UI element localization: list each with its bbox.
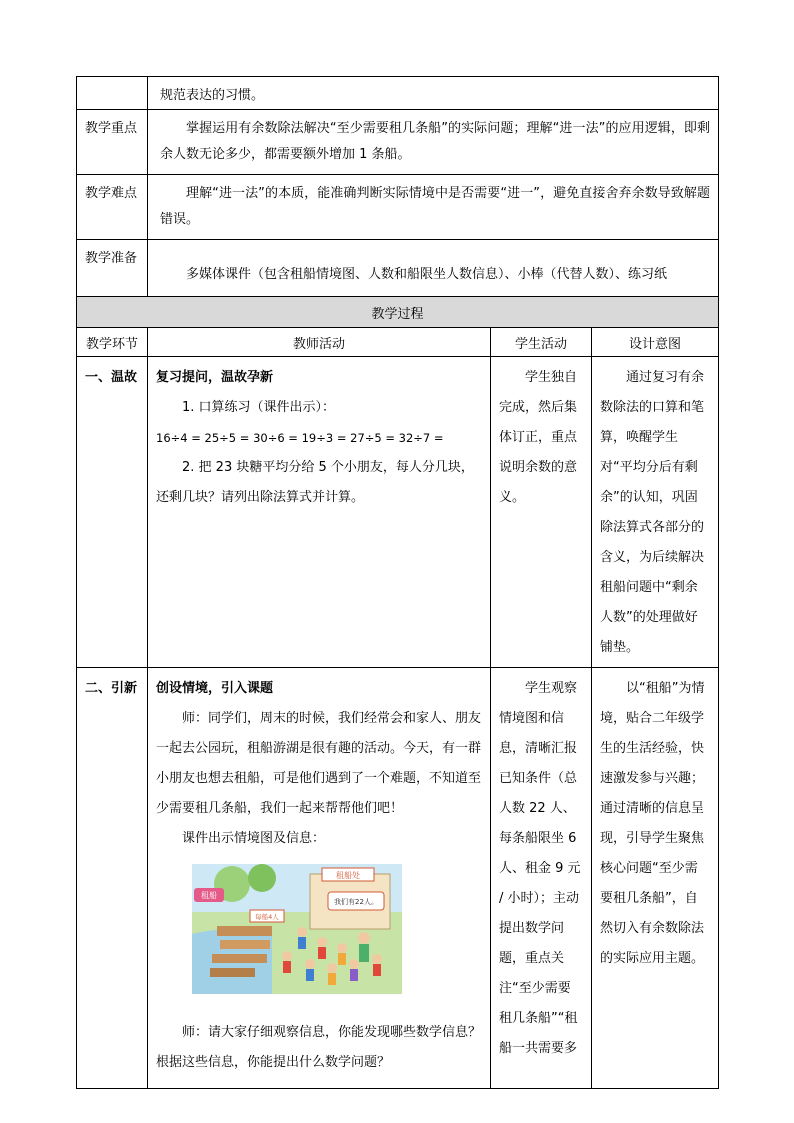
- lesson-plan-document: [76, 76, 718, 1089]
- continuation-text: 规范表达的习惯。: [148, 77, 719, 110]
- row-key-points: [77, 110, 719, 175]
- teacher-heading: 创设情境，引入课题: [156, 681, 274, 696]
- student-activity-introduce: 学生观察情境图和信息，清晰汇报已知条件（总人数 22 人、每条船限坐 6 人、租金 9 元 / 小时）；主动提出数学问题，重点关注“至少需要租几条船”“租船一共需要多: [491, 668, 592, 1089]
- row-difficulties: [77, 175, 719, 240]
- label-preparation: 教学准备: [77, 240, 148, 297]
- row-stage-introduce: [77, 668, 719, 1089]
- row-preparation: [77, 240, 719, 297]
- teacher-activity-review: [148, 357, 491, 668]
- teacher-line: 师：同学们，周末的时候，我们经常会和家人、朋友一起去公园玩，租船游湖是很有趣的活动。今天，有一群小朋友也想去租船，可是他们遇到了一个难题，不知道至少需要租几条船，我们一起来帮帮他们吧！: [156, 711, 482, 816]
- student-activity-review: 学生独自完成，然后集体订正，重点说明余数的意义。: [491, 357, 592, 668]
- label-cell-empty: [77, 77, 148, 110]
- lesson-plan-table: [76, 76, 719, 1089]
- boat-rental-illustration: [192, 864, 402, 994]
- stage-introduce-label: 二、引新: [77, 668, 148, 1089]
- row-continuation: [77, 77, 719, 110]
- speech-bubble: 我们有22人。: [334, 898, 378, 906]
- teacher-heading: 复习提问，温故孕新: [156, 370, 274, 385]
- illustration-tag: 租船: [201, 891, 217, 900]
- row-process-header: [77, 297, 719, 328]
- difficulties-text: 理解“进一法”的本质，能准确判断实际情境中是否需要“进一”，避免直接舍弃余数导致解题错误。: [148, 175, 719, 240]
- row-column-headers: [77, 328, 719, 357]
- col-header-teacher: 教师活动: [148, 328, 491, 357]
- col-header-stage: 教学环节: [77, 328, 148, 357]
- col-header-student: 学生活动: [491, 328, 592, 357]
- design-intent-introduce: 以“租船”为情境，贴合二年级学生的生活经验，快速激发参与兴趣；通过清晰的信息呈现，引导学生聚焦核心问题“至少需要租几条船”，自然切入有余数除法的实际应用主题。: [592, 668, 719, 1089]
- preparation-text: 多媒体课件（包含租船情境图、人数和船限坐人数信息）、小棒（代替人数）、练习纸: [148, 240, 719, 297]
- key-points-text: 掌握运用有余数除法解决“至少需要租几条船”的实际问题；理解“进一法”的应用逻辑，即剩余人数无论多少，都需要额外增加 1 条船。: [148, 110, 719, 175]
- row-stage-review: [77, 357, 719, 668]
- teacher-line-equations: 16÷4 = 25÷5 = 30÷6 = 19÷3 = 27÷5 = 32÷7 =: [156, 431, 444, 445]
- label-difficulties: 教学难点: [77, 175, 148, 240]
- stage-review-label: 一、温故: [77, 357, 148, 668]
- teacher-line: 课件出示情境图及信息：: [182, 831, 326, 846]
- teacher-line: 1. 口算练习（课件出示）：: [182, 400, 336, 415]
- teacher-line: 师：请大家仔细观察信息，你能发现哪些数学信息？根据这些信息，你能提出什么数学问题？: [156, 1025, 482, 1070]
- teacher-activity-introduce: [148, 668, 491, 1089]
- label-key-points: 教学重点: [77, 110, 148, 175]
- design-intent-review: 通过复习有余数除法的口算和笔算，唤醒学生对“平均分后有剩余”的认知，巩固除法算式各部分的含义，为后续解决租船问题中“剩余人数”的处理做好铺垫。: [592, 357, 719, 668]
- process-header: 教学过程: [77, 297, 719, 328]
- col-header-intent: 设计意图: [592, 328, 719, 357]
- boat-capacity-sign: 每船4人: [255, 913, 279, 921]
- boat-rental-sign: 租船处: [336, 871, 360, 880]
- teacher-line: 2. 把 23 块糖平均分给 5 个小朋友，每人分几块，还剩几块？请列出除法算式并计算。: [156, 460, 474, 505]
